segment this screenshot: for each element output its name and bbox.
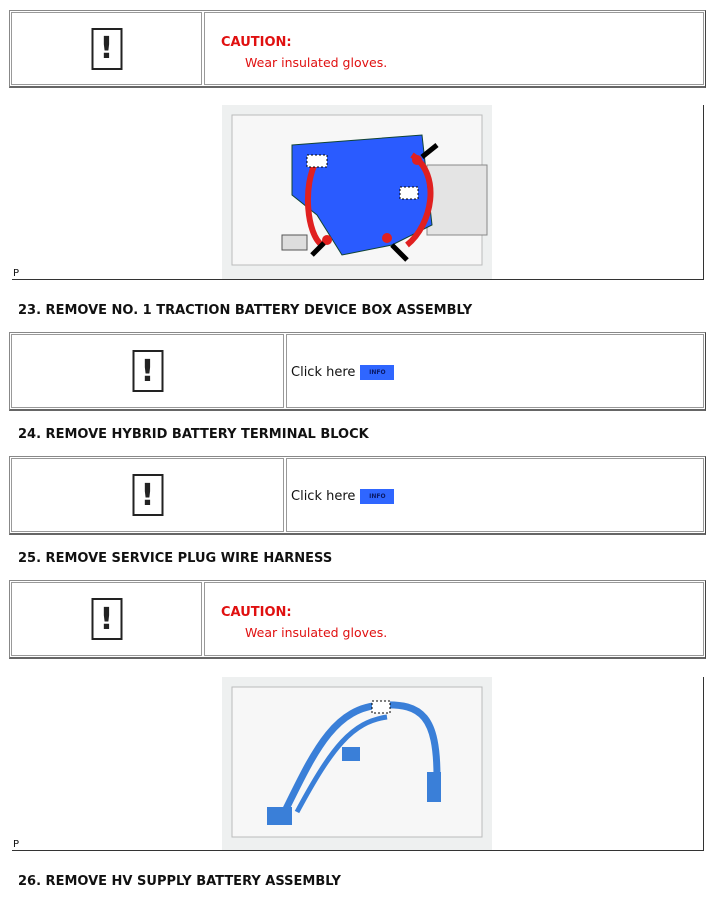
step-25-heading: 25. REMOVE SERVICE PLUG WIRE HARNESS	[18, 551, 333, 566]
step-26-heading: 26. REMOVE HV SUPPLY BATTERY ASSEMBLY	[18, 874, 341, 889]
caution-text: Wear insulated gloves.	[245, 55, 388, 70]
caution-text: Wear insulated gloves.	[245, 625, 388, 640]
info-button[interactable]: INFO	[360, 489, 394, 504]
link-cell	[286, 458, 704, 532]
step-24-heading: 24. REMOVE HYBRID BATTERY TERMINAL BLOCK	[18, 427, 369, 442]
step-23-heading: 23. REMOVE NO. 1 TRACTION BATTERY DEVICE BOX ASSEMBLY	[18, 303, 473, 318]
info-button[interactable]: INFO	[360, 365, 394, 380]
link-cell	[286, 334, 704, 408]
figure-label: P	[13, 268, 20, 279]
warning-icon: !	[132, 350, 163, 392]
service-plug-illustration	[222, 677, 492, 850]
figure-label: P	[13, 839, 20, 850]
step-23-table	[9, 332, 706, 411]
warning-cell	[11, 458, 284, 532]
warning-icon: !	[91, 28, 122, 70]
step-24-table	[9, 456, 706, 535]
figure-device-box	[12, 105, 704, 280]
caution-cell	[204, 582, 704, 656]
caution-table-1	[9, 10, 706, 88]
warning-icon: !	[132, 474, 163, 516]
caution-title: CAUTION:	[221, 35, 292, 50]
caution-cell	[204, 12, 704, 85]
warning-icon: !	[91, 598, 122, 640]
warning-cell	[11, 12, 202, 85]
caution-title: CAUTION:	[221, 605, 292, 620]
caution-table-2	[9, 580, 706, 659]
device-box-illustration	[222, 105, 492, 279]
warning-cell	[11, 334, 284, 408]
click-here-link[interactable]: Click here	[291, 489, 356, 504]
click-here-link[interactable]: Click here	[291, 365, 356, 380]
warning-cell	[11, 582, 202, 656]
figure-service-plug	[12, 677, 704, 851]
